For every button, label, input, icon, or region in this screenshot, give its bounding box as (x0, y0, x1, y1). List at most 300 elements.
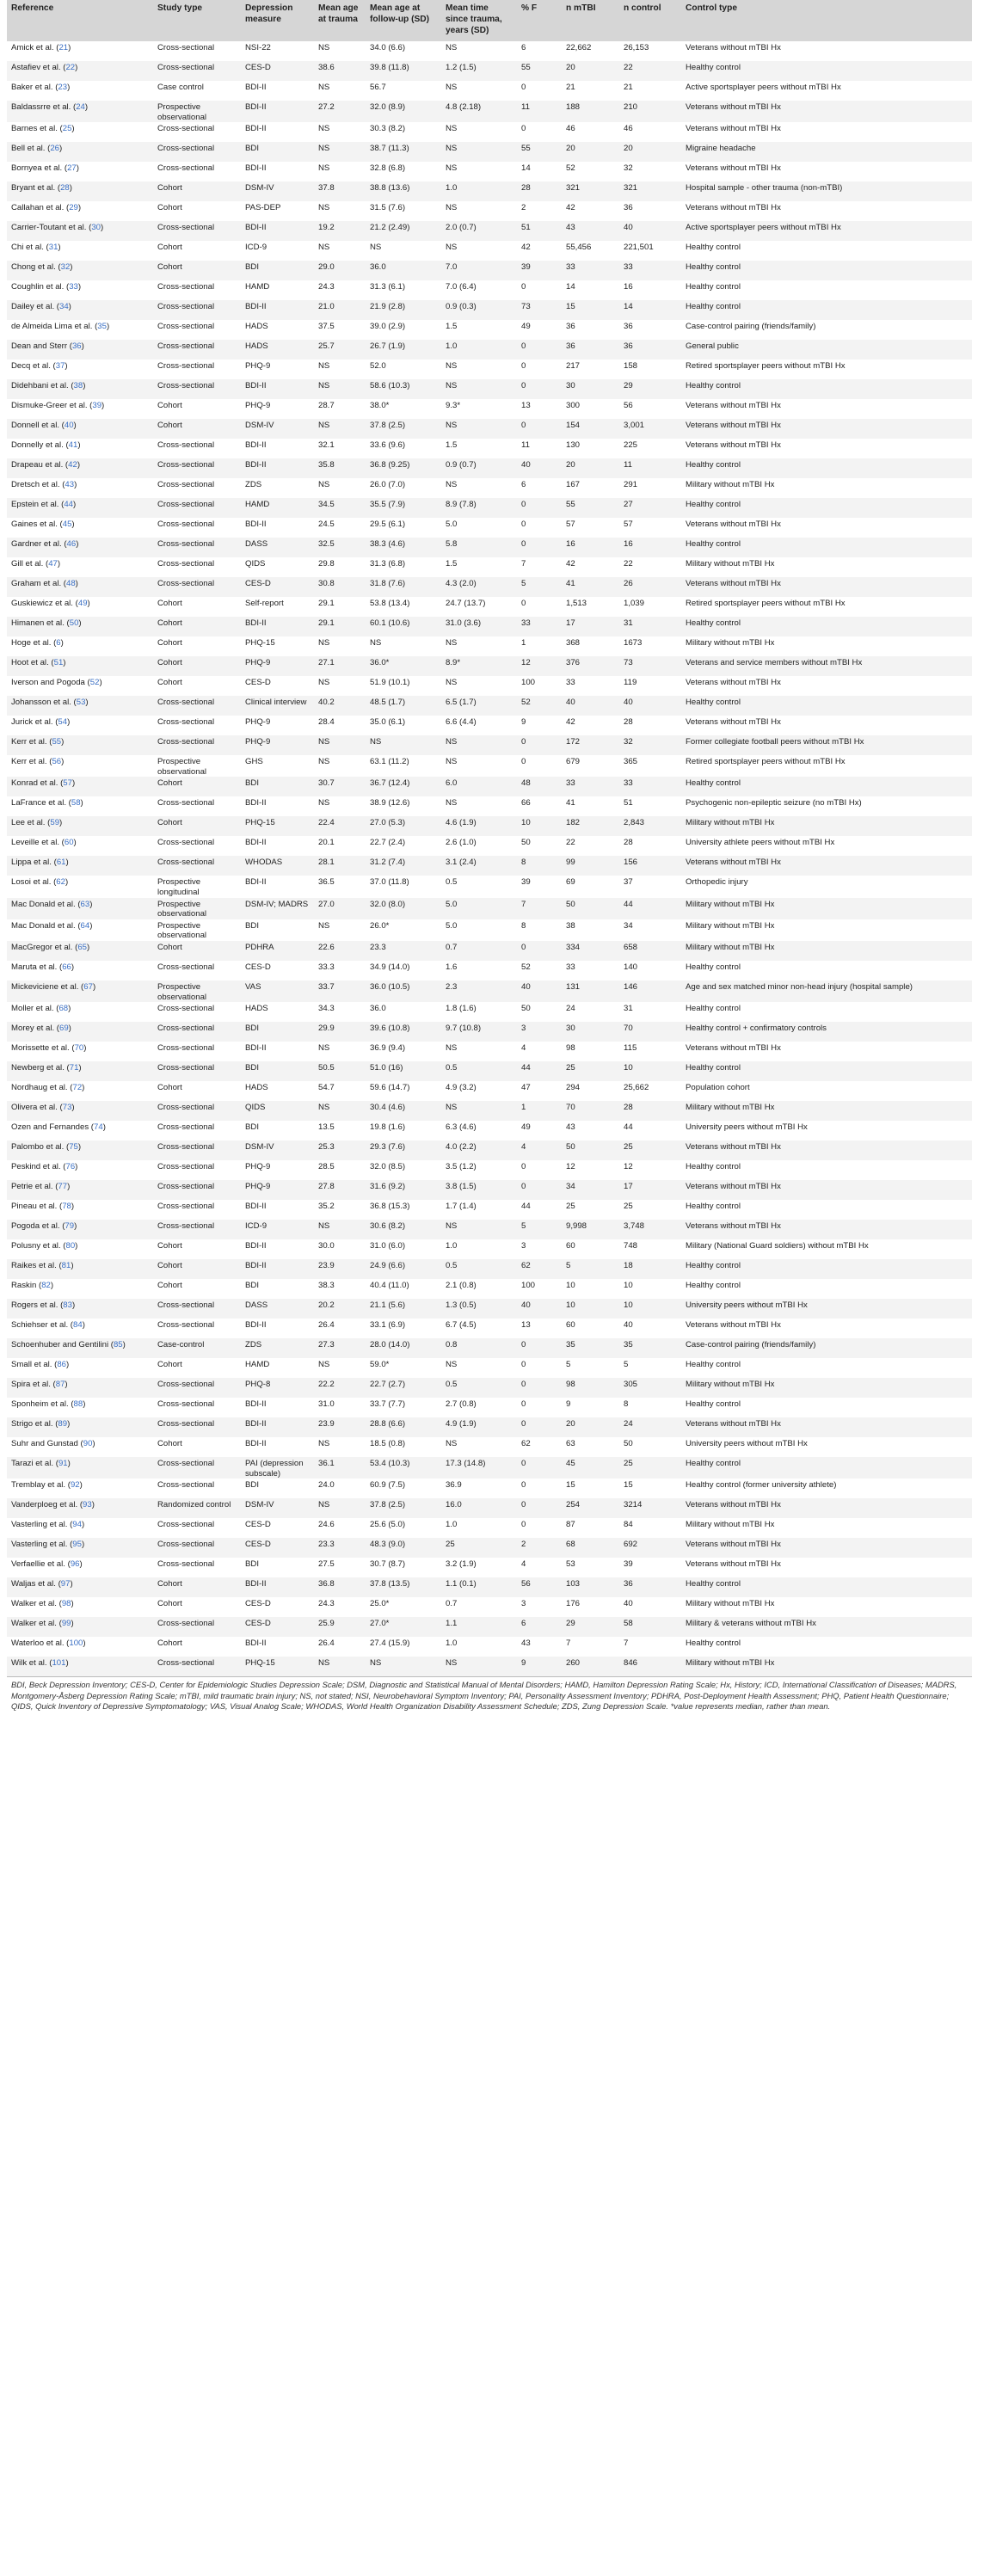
citation-link[interactable]: 46 (66, 539, 77, 550)
table-row (7, 1081, 972, 1101)
cell-study-type: Cohort (153, 181, 241, 201)
cell-n-control: 28 (624, 717, 633, 728)
cell-reference: Rogers et al. (83) (7, 1299, 153, 1319)
cell-reference: Barnes et al. (25) (11, 124, 75, 134)
table-row (7, 1597, 972, 1617)
cell-time-since-trauma: 4.3 (2.0) (441, 577, 517, 597)
cell-time-since-trauma: 25 (441, 1538, 517, 1558)
table-row (7, 961, 972, 981)
citation-link[interactable]: 30 (91, 223, 101, 233)
citation-link[interactable]: 92 (70, 1480, 80, 1491)
cell-time-since-trauma: 4.6 (1.9) (441, 816, 517, 836)
cell-time-since-trauma: 7.0 (6.4) (446, 282, 477, 292)
cell-depression-measure: PHQ-9 (241, 735, 314, 755)
table-row (7, 61, 972, 81)
citation-link[interactable]: 44 (64, 500, 74, 510)
cell-percent-female: 40 (517, 458, 562, 478)
cell-age-trauma: 26.4 (318, 1320, 335, 1331)
cell-study-type: Cross-sectional (153, 458, 241, 478)
citation-link[interactable]: 58 (71, 798, 81, 808)
reference-author: Gill et al. (11, 559, 44, 569)
cell-n-mtbi: 30 (562, 379, 619, 399)
cell-percent-female: 0 (521, 520, 526, 530)
citation-link[interactable]: 62 (56, 877, 65, 888)
cell-depression-measure: HADS (245, 1083, 268, 1093)
cell-reference: Bryant et al. (28) (7, 181, 153, 201)
cell-depression-measure: BDI-II (245, 1638, 267, 1649)
table-row (7, 1637, 972, 1657)
cell-reference: Jurick et al. (54) (11, 717, 71, 728)
cell-age-trauma: 37.8 (314, 181, 366, 201)
citation-link[interactable]: 31 (48, 243, 58, 253)
citation-link[interactable]: 37 (55, 361, 65, 372)
cell-control-type: Healthy control (686, 1638, 741, 1649)
citation-link[interactable]: 70 (74, 1043, 84, 1054)
cell-percent-female: 49 (521, 1122, 531, 1133)
cell-n-control: 10 (619, 1061, 681, 1081)
cell-depression-measure: BDI-II (245, 1399, 267, 1410)
reference-author: Morey et al. (11, 1024, 55, 1034)
cell-time-since-trauma: 9.7 (10.8) (441, 1022, 517, 1042)
citation-link[interactable]: 41 (68, 440, 78, 451)
table-row (7, 1577, 972, 1597)
cell-time-since-trauma: NS (446, 203, 458, 213)
cell-age-followup: 60.9 (7.5) (370, 1480, 406, 1491)
cell-depression-measure: BDI-II (241, 1259, 314, 1279)
cell-n-mtbi: 42 (566, 559, 575, 569)
citation-link[interactable]: 87 (55, 1380, 65, 1390)
cell-reference: Dailey et al. (34) (7, 300, 153, 320)
cell-time-since-trauma: 17.3 (14.8) (441, 1457, 517, 1479)
citation-link[interactable]: 68 (58, 1004, 69, 1014)
citation-link[interactable]: 78 (62, 1202, 71, 1212)
cell-depression-measure: PAS-DEP (245, 203, 281, 213)
cell-n-control: 25 (624, 1202, 633, 1212)
cell-study-type: Cross-sectional (157, 559, 215, 569)
cell-age-followup: 31.6 (9.2) (366, 1180, 441, 1200)
cell-control-type: Veterans without mTBI Hx (686, 163, 781, 174)
citation-link[interactable]: 73 (62, 1103, 72, 1113)
citation-link[interactable]: 84 (73, 1320, 83, 1331)
cell-n-control: 40 (624, 1320, 633, 1331)
cell-study-type: Cross-sectional (153, 577, 241, 597)
header-mean-time-since-trauma: Mean time since trauma, years (SD) (441, 0, 517, 41)
cell-depression-measure: QIDS (241, 1101, 314, 1121)
citation-link[interactable]: 81 (61, 1261, 71, 1271)
cell-age-trauma: NS (314, 419, 366, 439)
cell-control-type: Veterans without mTBI Hx (686, 1559, 781, 1570)
citation-link[interactable]: 42 (68, 460, 77, 470)
cell-n-control: 146 (619, 981, 681, 1002)
citation-link[interactable]: 47 (48, 559, 58, 569)
cell-control-type: Healthy control (686, 1399, 741, 1410)
cell-age-followup: 52.0 (370, 361, 386, 372)
cell-control-type: Military without mTBI Hx (686, 1599, 775, 1609)
cell-n-mtbi: 68 (562, 1538, 619, 1558)
cell-age-followup: 37.8 (2.5) (366, 419, 441, 439)
cell-study-type: Cross-sectional (153, 1101, 241, 1121)
cell-age-followup: 53.4 (10.3) (366, 1457, 441, 1479)
citation-link[interactable]: 101 (52, 1658, 66, 1669)
citation-link[interactable]: 24 (76, 102, 85, 112)
cell-n-mtbi: 45 (562, 1457, 619, 1479)
cell-n-control: 36 (619, 1577, 681, 1597)
table-row (7, 41, 972, 61)
reference-author: Mac Donald et al. (11, 920, 76, 931)
cell-reference: Walker et al. (98) (11, 1599, 74, 1609)
citation-link[interactable]: 52 (89, 678, 100, 688)
cell-age-followup: 48.3 (9.0) (366, 1538, 441, 1558)
cell-age-followup: 23.3 (366, 941, 441, 961)
cell-n-control: 7 (624, 1638, 629, 1649)
reference-author: Wilk et al. (11, 1658, 47, 1669)
cell-depression-measure: BDI-II (241, 379, 314, 399)
reference-author: Tremblay et al. (11, 1480, 66, 1491)
citation-link[interactable]: 23 (58, 83, 68, 92)
cell-control-type: Military & veterans without mTBI Hx (681, 1617, 972, 1637)
cell-depression-measure: BDI-II (245, 163, 267, 174)
citation-link[interactable]: 89 (58, 1419, 68, 1429)
citation-link[interactable]: 6 (56, 638, 61, 649)
cell-time-since-trauma: 1.0 (441, 181, 517, 201)
reference-author: Peskind et al. (11, 1162, 61, 1172)
cell-n-control: 25 (619, 1457, 681, 1479)
cell-age-followup: 36.0 (370, 1004, 386, 1014)
cell-percent-female: 8 (521, 920, 526, 931)
citation-link[interactable]: 93 (83, 1500, 92, 1510)
citation-link[interactable]: 27 (67, 163, 77, 174)
cell-study-type: Prospective observational (153, 898, 241, 919)
header-row (7, 0, 972, 41)
cell-age-followup: 36.8 (9.25) (366, 458, 441, 478)
cell-n-control: 31 (624, 1004, 633, 1014)
reference-author: Barnes et al. (11, 124, 58, 134)
cell-n-control: 3,001 (619, 419, 681, 439)
citation-link[interactable]: 65 (77, 942, 87, 952)
citation-link[interactable]: 72 (72, 1083, 83, 1093)
header-n-control: n control (619, 0, 681, 41)
reference-author: Bryant et al. (11, 183, 56, 194)
reference-author: MacGregor et al. (11, 942, 73, 952)
header-mean-age-followup: Mean age at follow-up (SD) (366, 0, 441, 41)
reference-author: Vanderploeg et al. (11, 1500, 78, 1510)
header-study-type: Study type (153, 0, 241, 41)
cell-percent-female: 0 (521, 599, 526, 609)
cell-study-type: Prospective longitudinal (157, 877, 201, 897)
cell-n-control: 35 (619, 1338, 681, 1358)
cell-reference: Dean and Sterr (36) (7, 340, 153, 360)
cell-reference: Dismuke-Greer et al. (39) (11, 401, 105, 411)
cell-age-followup: 40.4 (11.0) (370, 1281, 409, 1291)
cell-depression-measure: PHQ-15 (245, 638, 275, 649)
citation-link[interactable]: 67 (83, 981, 93, 992)
citation-link[interactable]: 86 (57, 1360, 67, 1370)
cell-time-since-trauma: 6.5 (1.7) (441, 696, 517, 716)
citation-link[interactable]: 56 (52, 757, 62, 767)
citation-link[interactable]: 40 (64, 421, 74, 431)
cell-age-followup: 26.7 (1.9) (366, 340, 441, 360)
citation-link[interactable]: 28 (60, 183, 70, 194)
cell-age-trauma: 20.1 (318, 838, 335, 848)
cell-percent-female: 0 (517, 379, 562, 399)
cell-depression-measure: ICD-9 (245, 243, 268, 253)
cell-reference: Tremblay et al. (92) (11, 1480, 83, 1491)
cell-age-trauma: 32.1 (318, 440, 335, 451)
cell-percent-female: 6 (521, 43, 526, 52)
cell-study-type: Prospective observational (157, 920, 207, 941)
citation-link[interactable]: 77 (58, 1182, 68, 1192)
table-row (7, 796, 972, 816)
cell-age-trauma: NS (318, 798, 330, 808)
reference-author: Lee et al. (11, 818, 46, 828)
cell-age-trauma: 28.4 (318, 717, 335, 728)
cell-age-trauma: 36.8 (314, 1577, 366, 1597)
cell-study-type: Cross-sectional (157, 838, 215, 848)
cell-n-control: 20 (619, 142, 681, 162)
cell-time-since-trauma: 3.2 (1.9) (446, 1559, 477, 1570)
cell-n-mtbi: 172 (562, 735, 619, 755)
citation-link[interactable]: 22 (65, 63, 76, 72)
cell-study-type: Cross-sectional (153, 300, 241, 320)
cell-age-followup: 39.8 (11.8) (366, 61, 441, 81)
citation-link[interactable]: 59 (50, 818, 60, 828)
reference-author: Nordhaug et al. (11, 1083, 68, 1093)
citation-link[interactable]: 53 (76, 698, 86, 708)
cell-n-control: 57 (624, 520, 633, 530)
cell-time-since-trauma: NS (446, 798, 458, 808)
cell-study-type: Cohort (157, 1241, 182, 1251)
citation-link[interactable]: 48 (66, 579, 76, 589)
cell-reference: Morissette et al. (70) (11, 1043, 87, 1054)
cell-control-type: University peers without mTBI Hx (681, 1299, 972, 1319)
cell-age-followup: 34.0 (6.6) (370, 43, 406, 52)
cell-time-since-trauma: 3.1 (2.4) (441, 856, 517, 876)
cell-control-type: Age and sex matched minor non-head injury (hospital sample) (681, 981, 972, 1002)
cell-n-mtbi: 35 (562, 1338, 619, 1358)
header-reference: Reference (7, 0, 153, 41)
cell-depression-measure: ZDS (245, 480, 262, 490)
citation-link[interactable]: 29 (69, 203, 78, 213)
cell-percent-female: 0 (521, 1360, 526, 1370)
cell-study-type: Cross-sectional (157, 1480, 215, 1491)
cell-age-followup: 37.8 (2.5) (366, 1498, 441, 1518)
cell-n-control: 58 (619, 1617, 681, 1637)
citation-link[interactable]: 98 (61, 1599, 71, 1609)
cell-reference: Chong et al. (32) (7, 261, 153, 280)
citation-link[interactable]: 69 (59, 1024, 69, 1034)
reference-author: Newberg et al. (11, 1063, 65, 1073)
reference-author: Ozen and Fernandes (11, 1122, 89, 1133)
cell-n-control: 291 (624, 480, 638, 490)
cell-control-type: Military without mTBI Hx (686, 480, 775, 490)
table-body (7, 41, 972, 1677)
cell-study-type: Cross-sectional (157, 520, 215, 530)
citation-link[interactable]: 66 (62, 962, 71, 972)
table-row (7, 981, 972, 1002)
cell-age-followup: 28.8 (6.6) (366, 1417, 441, 1437)
cell-age-trauma: 27.0 (314, 898, 366, 919)
cell-age-trauma: 34.5 (314, 498, 366, 518)
cell-n-control: 210 (619, 101, 681, 122)
citation-link[interactable]: 57 (63, 778, 72, 789)
cell-n-mtbi: 22,662 (566, 43, 592, 52)
cell-depression-measure: BDI (245, 920, 259, 931)
citation-link[interactable]: 80 (65, 1241, 76, 1251)
cell-percent-female: 42 (521, 243, 531, 253)
cell-n-control: 32 (619, 735, 681, 755)
cell-age-followup: 27.0 (5.3) (366, 816, 441, 836)
citation-link[interactable]: 76 (65, 1162, 76, 1172)
cell-percent-female: 3 (521, 1241, 526, 1251)
citation-link[interactable]: 64 (80, 920, 90, 931)
cell-age-trauma: NS (314, 142, 366, 162)
cell-n-control: 22 (624, 559, 633, 569)
citation-link[interactable]: 35 (97, 322, 107, 332)
table-row (7, 1378, 972, 1398)
citation-link[interactable]: 54 (58, 717, 68, 728)
citation-link[interactable]: 95 (72, 1540, 82, 1550)
cell-reference: Walker et al. (99) (7, 1617, 153, 1637)
citation-link[interactable]: 38 (73, 381, 83, 391)
cell-study-type: Randomized control (153, 1498, 241, 1518)
table-row (7, 399, 972, 419)
cell-percent-female: 0 (517, 735, 562, 755)
reference-author: Schiehser et al. (11, 1320, 69, 1331)
header-n-mtbi: n mTBI (562, 0, 619, 41)
citation-link[interactable]: 39 (92, 401, 102, 411)
cell-n-mtbi: 20 (562, 1417, 619, 1437)
reference-author: Baldassrre et al. (11, 102, 71, 112)
citation-link[interactable]: 34 (59, 302, 69, 312)
citation-link[interactable]: 36 (71, 341, 82, 352)
cell-n-control: 70 (619, 1022, 681, 1042)
cell-depression-measure: BDI (241, 777, 314, 796)
table-row (7, 617, 972, 636)
cell-age-followup: 19.8 (1.6) (370, 1122, 406, 1133)
cell-control-type: Military without mTBI Hx (681, 898, 972, 919)
cell-percent-female: 11 (521, 440, 530, 451)
table-row (7, 716, 972, 735)
cell-n-control: 84 (624, 1520, 633, 1530)
cell-control-type: Veterans without mTBI Hx (686, 678, 781, 688)
cell-control-type: University athlete peers without mTBI Hx (686, 838, 835, 848)
cell-depression-measure: PAI (depression subscale) (241, 1457, 314, 1479)
citation-link[interactable]: 90 (83, 1439, 93, 1449)
cell-reference: Hoot et al. (51) (7, 656, 153, 676)
reference-author: Baker et al. (11, 83, 53, 92)
cell-reference: Vanderploeg et al. (93) (7, 1498, 153, 1518)
reference-author: Pineau et al. (11, 1202, 58, 1212)
citation-link[interactable]: 45 (62, 520, 72, 530)
citation-link[interactable]: 88 (73, 1399, 83, 1410)
table-row (7, 777, 972, 796)
citation-link[interactable]: 97 (60, 1579, 71, 1589)
citation-link[interactable]: 43 (65, 480, 75, 490)
cell-study-type: Cohort (157, 678, 182, 688)
cell-age-followup: 59.0* (370, 1360, 390, 1370)
cell-time-since-trauma: 2.6 (1.0) (446, 838, 477, 848)
cell-control-type: Military without mTBI Hx (686, 559, 775, 569)
cell-n-control: 44 (619, 898, 681, 919)
citation-link[interactable]: 94 (72, 1520, 82, 1530)
citation-link[interactable]: 71 (69, 1063, 79, 1073)
cell-age-followup: 30.4 (4.6) (366, 1101, 441, 1121)
reference-author: Carrier-Toutant et al. (11, 223, 87, 233)
citation-link[interactable]: 61 (56, 858, 66, 868)
reference-author: Mickeviciene et al. (11, 981, 79, 992)
citation-link[interactable]: 50 (69, 618, 79, 629)
cell-n-mtbi: 21 (566, 83, 575, 92)
footnote-row (7, 1677, 972, 1712)
cell-control-type: Former collegiate football peers without mTBI Hx (681, 735, 972, 755)
cell-n-control: 26,153 (624, 43, 649, 52)
citation-link[interactable]: 55 (52, 737, 62, 747)
cell-control-type: Case-control pairing (friends/family) (681, 1338, 972, 1358)
cell-reference: Drapeau et al. (42) (7, 458, 153, 478)
reference-author: Palombo et al. (11, 1142, 65, 1153)
citation-link[interactable]: 99 (61, 1619, 71, 1629)
reference-author: Rogers et al. (11, 1300, 58, 1311)
citation-link[interactable]: 74 (94, 1122, 103, 1133)
cell-time-since-trauma: NS (446, 243, 458, 253)
cell-time-since-trauma: 4.0 (2.2) (441, 1140, 517, 1160)
citation-link[interactable]: 75 (69, 1142, 78, 1153)
cell-age-followup: 31.3 (6.1) (370, 282, 406, 292)
cell-n-control: 221,501 (624, 243, 654, 253)
citation-link[interactable]: 25 (62, 124, 72, 134)
citation-link[interactable]: 26 (50, 144, 60, 154)
cell-reference: Hoge et al. (6) (11, 638, 64, 649)
citation-link[interactable]: 51 (53, 658, 64, 668)
cell-time-since-trauma: 1.6 (446, 962, 458, 972)
citation-link[interactable]: 85 (113, 1340, 123, 1350)
cell-reference: Mac Donald et al. (63) (7, 898, 153, 919)
citation-link[interactable]: 91 (58, 1459, 68, 1469)
cell-percent-female: 44 (521, 1202, 531, 1212)
citation-link[interactable]: 21 (58, 43, 69, 52)
citation-link[interactable]: 60 (64, 838, 74, 848)
cell-reference: Losoi et al. (62) (11, 877, 69, 888)
cell-age-followup: 28.0 (14.0) (366, 1338, 441, 1358)
table-header (7, 0, 972, 41)
citation-link[interactable]: 63 (80, 899, 90, 909)
cell-reference: Mickeviciene et al. (67) (7, 981, 153, 1002)
cell-percent-female: 0 (517, 1180, 562, 1200)
cell-time-since-trauma: 9.3* (446, 401, 461, 411)
citation-link[interactable]: 82 (41, 1281, 51, 1291)
cell-study-type: Cross-sectional (157, 322, 215, 332)
cell-study-type: Cross-sectional (153, 142, 241, 162)
table-row (7, 1558, 972, 1577)
cell-age-trauma: 29.1 (318, 599, 335, 609)
cell-n-control: 17 (619, 1180, 681, 1200)
citation-link[interactable]: 32 (60, 262, 71, 273)
cell-n-mtbi: 25 (562, 1061, 619, 1081)
cell-control-type: Migraine headache (681, 142, 972, 162)
table-row (7, 636, 972, 656)
cell-control-type: Veterans without mTBI Hx (681, 101, 972, 122)
citation-link[interactable]: 96 (70, 1559, 80, 1570)
cell-depression-measure: BDI-II (241, 458, 314, 478)
cell-study-type: Cohort (153, 1259, 241, 1279)
cell-n-mtbi: 20 (562, 61, 619, 81)
citation-link[interactable]: 49 (77, 599, 88, 609)
citation-link[interactable]: 79 (65, 1221, 75, 1232)
citation-link[interactable]: 83 (63, 1300, 72, 1311)
citation-link[interactable]: 100 (69, 1638, 83, 1649)
cell-study-type: Cohort (157, 1638, 182, 1649)
citation-link[interactable]: 33 (69, 282, 78, 292)
